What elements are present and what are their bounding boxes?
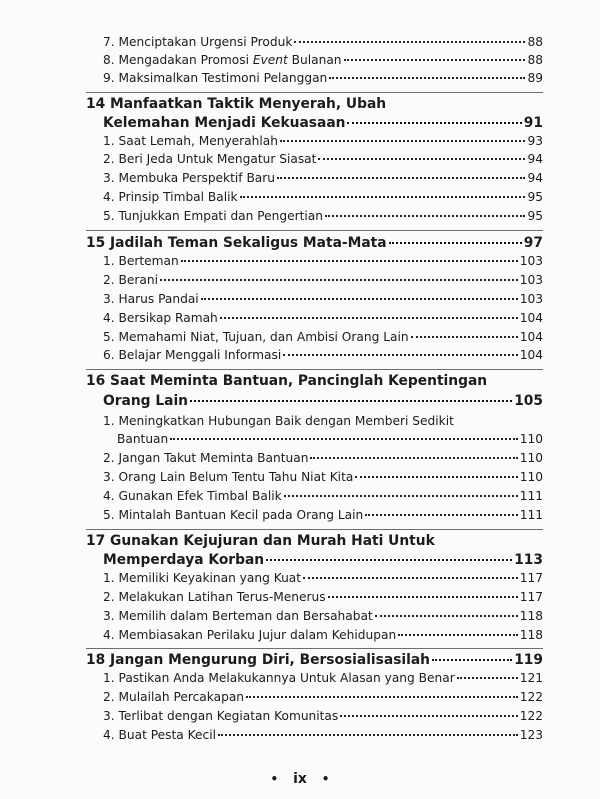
toc-entry-page: 105 xyxy=(514,393,543,409)
toc-entry-title: Memperdaya Korban xyxy=(103,552,265,568)
toc-entry[interactable] xyxy=(103,728,543,742)
toc-entry-page: 121 xyxy=(519,671,543,685)
toc-entry-title: 5. Tunjukkan Empati dan Pengertian xyxy=(103,209,323,223)
leader-dots xyxy=(201,298,518,300)
divider xyxy=(86,92,543,93)
toc-entry[interactable] xyxy=(103,508,543,522)
toc-entry[interactable] xyxy=(117,432,543,446)
leader-dots xyxy=(190,400,512,402)
leader-dots xyxy=(344,59,526,61)
leader-dots xyxy=(328,596,518,598)
leader-dots xyxy=(277,177,525,179)
toc-entry[interactable] xyxy=(103,451,543,465)
toc-entry-page: 117 xyxy=(519,590,543,604)
chapter-heading[interactable]: 17 Gunakan Kejujuran dan Murah Hati Untuk xyxy=(86,533,435,549)
leader-dots xyxy=(329,77,525,79)
toc-entry[interactable] xyxy=(103,571,543,585)
toc-entry[interactable] xyxy=(103,209,543,223)
toc-entry-page: 103 xyxy=(519,273,543,287)
toc-entry[interactable] xyxy=(103,709,543,723)
toc-entry-page: 110 xyxy=(519,470,543,484)
divider xyxy=(86,230,543,231)
toc-entry-title: Bantuan xyxy=(117,432,169,446)
divider xyxy=(86,529,543,530)
leader-dots xyxy=(432,659,512,661)
leader-dots xyxy=(266,559,512,561)
leader-dots xyxy=(280,140,526,142)
chapter-heading-line2[interactable] xyxy=(103,393,543,409)
toc-entry-page: 113 xyxy=(514,552,543,568)
leader-dots xyxy=(375,615,518,617)
leader-dots xyxy=(398,634,518,636)
leader-dots xyxy=(284,495,518,497)
toc-entry-title: 4. Gunakan Efek Timbal Balik xyxy=(103,489,282,503)
toc-entry[interactable] xyxy=(103,671,543,685)
chapter-heading[interactable] xyxy=(86,652,543,668)
leader-dots xyxy=(310,457,517,459)
toc-entry-title: 2. Melakukan Latihan Terus-Menerus xyxy=(103,590,326,604)
leader-dots xyxy=(246,696,518,698)
leader-dots xyxy=(457,677,518,679)
toc-entry-page: 95 xyxy=(527,190,543,204)
toc-entry-page: 103 xyxy=(519,254,543,268)
leader-dots xyxy=(170,438,517,440)
chapter-heading-line2[interactable] xyxy=(103,552,543,568)
toc-entry[interactable] xyxy=(103,152,543,166)
toc-entry-title: 1. Saat Lemah, Menyerahlah xyxy=(103,134,278,148)
toc-entry-title: 9. Maksimalkan Testimoni Pelanggan xyxy=(103,71,328,85)
toc-entry-title: 4. Membiasakan Perilaku Jujur dalam Kehidupan xyxy=(103,628,397,642)
toc-entry-title: 1. Berteman xyxy=(103,254,179,268)
leader-dots xyxy=(220,317,518,319)
toc-entry-page: 111 xyxy=(519,508,543,522)
toc-entry-title: 1. Memiliki Keyakinan yang Kuat xyxy=(103,571,302,585)
toc-entry-page: 104 xyxy=(519,330,543,344)
leader-dots xyxy=(240,196,526,198)
toc-entry-page: 111 xyxy=(519,489,543,503)
leader-dots xyxy=(283,354,518,356)
toc-entry-page: 118 xyxy=(519,628,543,642)
toc-entry-page: 117 xyxy=(519,571,543,585)
toc-entry-page: 94 xyxy=(527,171,543,185)
toc-entry-title: 2. Jangan Takut Meminta Bantuan xyxy=(103,451,309,465)
chapter-page: 91 xyxy=(523,115,543,131)
toc-entry[interactable] xyxy=(103,254,543,268)
toc-entry-line1[interactable]: 1. Meningkatkan Hubungan Baik dengan Memberi Sedikit xyxy=(103,414,454,428)
toc-entry[interactable] xyxy=(103,470,543,484)
toc-entry-page: 88 xyxy=(527,53,543,67)
toc-entry-title: 1. Pastikan Anda Melakukannya Untuk Alasan yang Benar xyxy=(103,671,455,685)
leader-dots xyxy=(160,279,518,281)
toc-entry-page: 122 xyxy=(519,709,543,723)
toc-entry-page: 122 xyxy=(519,690,543,704)
toc-entry-title: 6. Belajar Menggali Informasi xyxy=(103,348,282,362)
chapter-heading[interactable]: 16 Saat Meminta Bantuan, Pancinglah Kepentingan xyxy=(86,373,488,389)
bullet-right: • xyxy=(321,772,330,786)
toc-entry-title: 3. Harus Pandai xyxy=(103,292,199,306)
toc-entry-title: 8. Mengadakan Promosi Event Bulanan xyxy=(103,53,342,67)
leader-dots xyxy=(325,215,525,217)
toc-entry-page: 103 xyxy=(519,292,543,306)
leader-dots xyxy=(218,734,518,736)
toc-entry-title: 2. Berani xyxy=(103,273,158,287)
toc-entry[interactable] xyxy=(103,628,543,642)
toc-entry[interactable] xyxy=(103,311,543,325)
chapter-heading[interactable] xyxy=(86,235,543,251)
toc-entry-title: 3. Memilih dalam Berteman dan Bersahabat xyxy=(103,609,373,623)
divider xyxy=(86,648,543,649)
chapter-title: Kelemahan Menjadi Kekuasaan xyxy=(103,115,346,131)
toc-entry[interactable] xyxy=(103,489,543,503)
toc-entry-page: 88 xyxy=(527,35,543,49)
toc-entry[interactable] xyxy=(103,171,543,185)
leader-dots xyxy=(303,577,518,579)
toc-entry-page: 119 xyxy=(514,652,543,668)
leader-dots xyxy=(318,158,525,160)
toc-entry-title: Orang Lain xyxy=(103,393,188,409)
toc-entry-page: 110 xyxy=(519,451,543,465)
leader-dots xyxy=(347,122,521,124)
toc-entry[interactable] xyxy=(103,590,543,604)
toc-entry[interactable] xyxy=(103,690,543,704)
toc-entry[interactable] xyxy=(103,330,543,344)
leader-dots xyxy=(294,41,525,43)
toc-entry-title: 4. Prinsip Timbal Balik xyxy=(103,190,238,204)
toc-entry-title: 3. Terlibat dengan Kegiatan Komunitas xyxy=(103,709,339,723)
leader-dots xyxy=(340,715,517,717)
toc-entry[interactable] xyxy=(103,71,543,85)
toc-entry[interactable] xyxy=(103,292,543,306)
leader-dots xyxy=(389,242,522,244)
toc-entry[interactable] xyxy=(103,190,543,204)
chapter-heading[interactable]: 14 Manfaatkan Taktik Menyerah, Ubah xyxy=(86,96,387,112)
chapter-heading-line2[interactable] xyxy=(103,115,543,131)
toc-entry-page: 93 xyxy=(527,134,543,148)
page-number-label: ix xyxy=(293,771,307,787)
toc-entry-title: 4. Bersikap Ramah xyxy=(103,311,218,325)
toc-entry[interactable] xyxy=(103,53,543,67)
toc-entry[interactable] xyxy=(103,35,543,49)
toc-entry-title: 3. Membuka Perspektif Baru xyxy=(103,171,276,185)
toc-entry-page: 104 xyxy=(519,311,543,325)
toc-entry-page: 95 xyxy=(527,209,543,223)
toc-entry-title: 3. Orang Lain Belum Tentu Tahu Niat Kita xyxy=(103,470,354,484)
toc-entry[interactable] xyxy=(103,348,543,362)
toc-entry-page: 104 xyxy=(519,348,543,362)
leader-dots xyxy=(181,260,518,262)
divider xyxy=(86,369,543,370)
toc-entry-page: 89 xyxy=(527,71,543,85)
leader-dots xyxy=(355,476,517,478)
toc-entry-title: 5. Memahami Niat, Tujuan, dan Ambisi Orang Lain xyxy=(103,330,409,344)
toc-entry-title: 5. Mintalah Bantuan Kecil pada Orang Lain xyxy=(103,508,364,522)
bullet-left: • xyxy=(270,772,279,786)
toc-entry-page: 118 xyxy=(519,609,543,623)
toc-entry-page: 110 xyxy=(519,432,543,446)
page-number xyxy=(0,771,600,787)
toc-entry[interactable] xyxy=(103,609,543,623)
toc-entry-title: 15 Jadilah Teman Sekaligus Mata-Mata xyxy=(86,235,387,251)
leader-dots xyxy=(411,336,518,338)
toc-entry-title: 7. Menciptakan Urgensi Produk xyxy=(103,35,293,49)
toc-entry[interactable] xyxy=(103,134,543,148)
toc-entry-title: 2. Mulailah Percakapan xyxy=(103,690,245,704)
leader-dots xyxy=(365,514,517,516)
toc-entry-title: 2. Beri Jeda Untuk Mengatur Siasat xyxy=(103,152,317,166)
toc-entry-page: 97 xyxy=(523,235,543,251)
toc-entry-title: 4. Buat Pesta Kecil xyxy=(103,728,216,742)
toc-entry-page: 123 xyxy=(519,728,543,742)
toc-entry-page: 94 xyxy=(527,152,543,166)
toc-entry[interactable] xyxy=(103,273,543,287)
toc-entry-title: 18 Jangan Mengurung Diri, Bersosialisasilah xyxy=(86,652,430,668)
